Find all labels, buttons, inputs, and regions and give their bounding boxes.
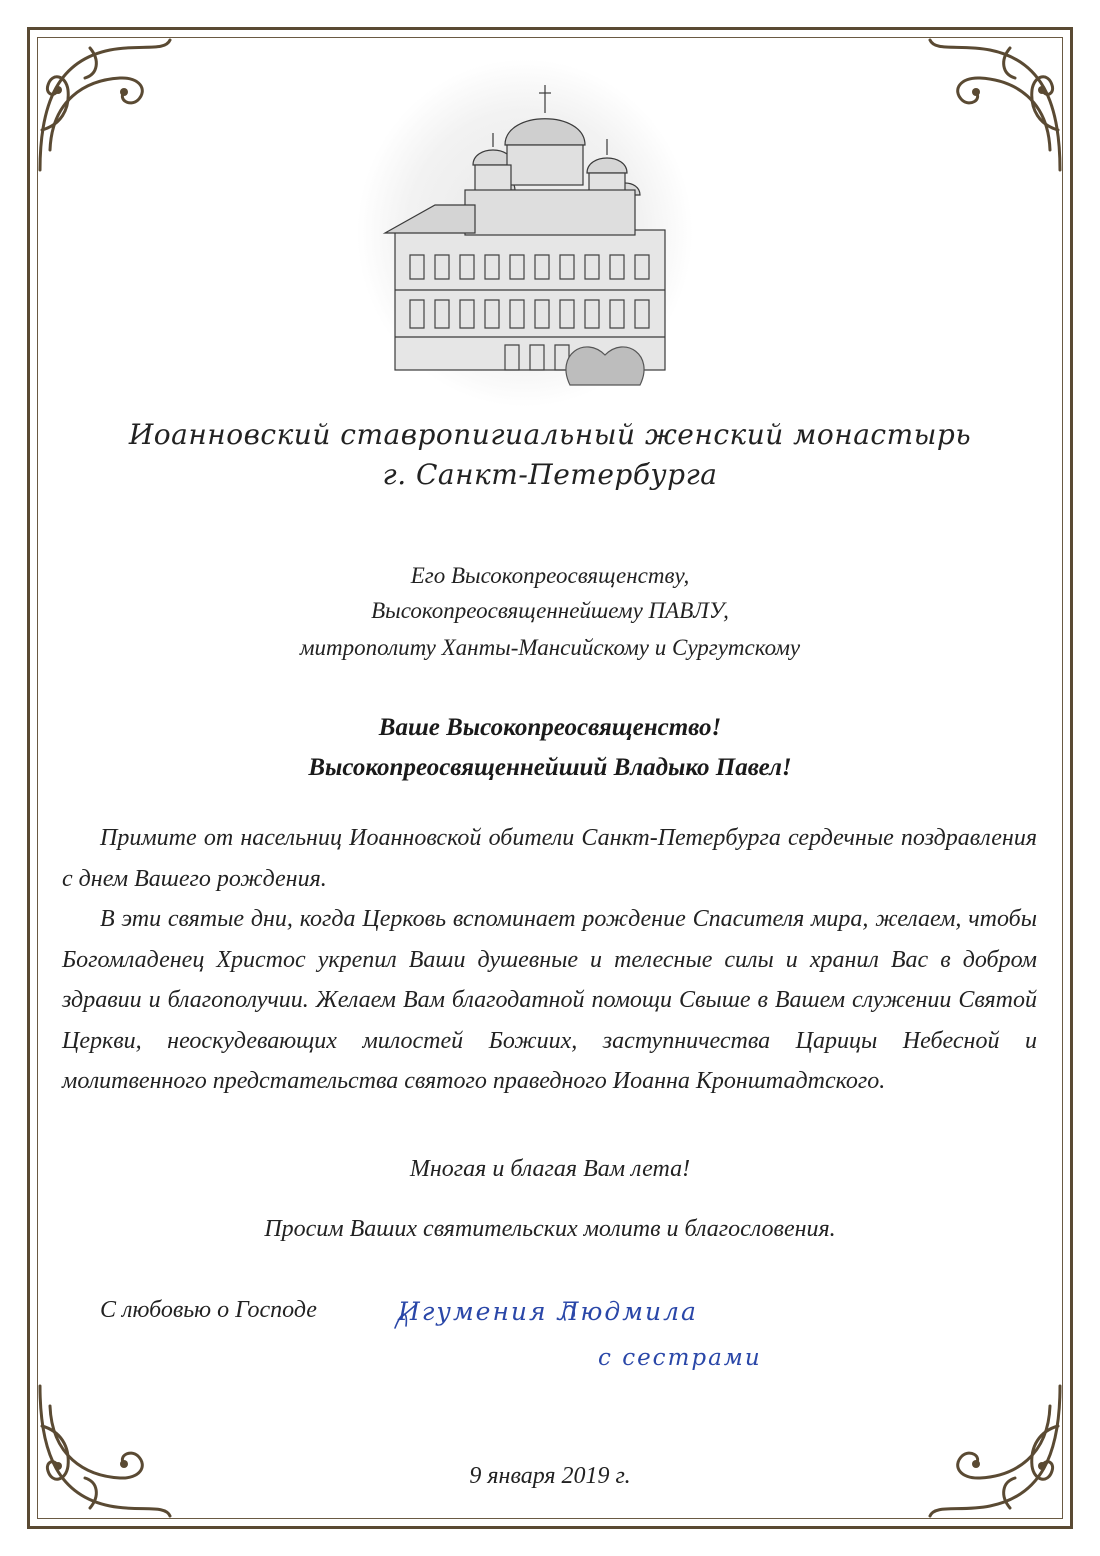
monastery-engraving xyxy=(355,55,695,410)
letter-body xyxy=(62,818,1037,1102)
corner-ornament-top-right xyxy=(920,30,1070,180)
body-paragraph-2: В эти святые дни, когда Церковь вспоминает рождение Спасителя мира, желаем, чтобы Богомладенец Христос укрепил Ваши душевные и телесные силы и хранил Вас в добром здравии и благополучии. Желаем Вам благодатной помощи Свыше в Вашем служении Святой Церкви, неоскудевающих милостей Божиих, заступничества Царицы Небесной и молитвенного предстательства святого праведного Иоанна Кронштадтского. xyxy=(62,906,1037,1094)
wish-line: Многая и благая Вам лета! xyxy=(409,1156,691,1182)
addressee-line1: Его Высокопреосвященству, xyxy=(410,563,690,588)
monastery-name-line2: г. Санкт-Петербурга xyxy=(382,458,718,491)
signature-line1: Игумения Людмила xyxy=(398,1297,698,1326)
addressee-line3: митрополиту Ханты-Мансийскому и Сургутскому xyxy=(299,635,801,660)
greeting-line1: Ваше Высокопреосвященство! xyxy=(378,714,722,741)
monastery-name-line1: Иоанновский ставропигиальный женский монастырь xyxy=(128,418,972,451)
corner-ornament-bottom-right xyxy=(920,1376,1070,1526)
body-paragraph-1: Примите от насельниц Иоанновской обители Санкт-Петербурга сердечные поздравления с днем Вашего рождения. xyxy=(62,825,1037,892)
corner-ornament-top-left xyxy=(30,30,180,180)
corner-ornament-bottom-left xyxy=(30,1376,180,1526)
addressee-line2: Высокопреосвященнейшему ПАВЛУ, xyxy=(371,598,729,623)
closing-phrase: С любовью о Господе xyxy=(100,1297,317,1323)
blessing-request-line: Просим Ваших святительских молитв и благословения. xyxy=(264,1216,836,1242)
letter-date: 9 января 2019 г. xyxy=(469,1463,631,1489)
signature-line2: с сестрами xyxy=(598,1345,762,1371)
greeting-line2: Высокопреосвященнейший Владыко Павел! xyxy=(308,754,792,781)
